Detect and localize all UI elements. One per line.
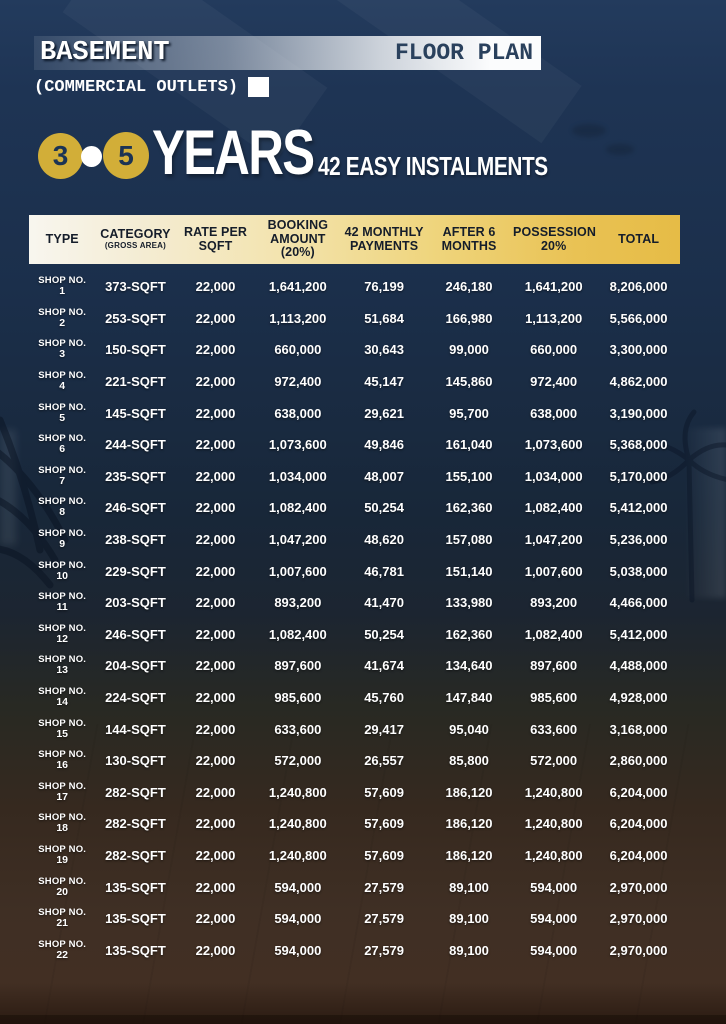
cell-possession: 972,400 [530, 374, 578, 390]
cell-after6: 155,100 [445, 468, 493, 484]
subtitle-row [34, 77, 269, 97]
cell-monthly: 30,643 [364, 342, 404, 358]
cell-booking: 1,073,600 [268, 437, 327, 453]
cell-monthly: 49,846 [364, 437, 404, 453]
cell-rate: 22,000 [195, 342, 236, 358]
cell-booking: 1,641,200 [268, 279, 327, 295]
cell-after6: 99,000 [449, 342, 489, 358]
cell-after6: 186,120 [445, 816, 493, 832]
white-square-decor [248, 77, 269, 97]
cell-booking: 638,000 [274, 405, 322, 421]
cell-booking: 1,240,800 [268, 816, 327, 832]
shop-number: 1 [59, 285, 66, 298]
cell-rate: 22,000 [195, 626, 236, 642]
title-bar [34, 36, 541, 70]
column-header-type [29, 233, 95, 247]
cell-rate: 22,000 [195, 658, 236, 674]
cell-possession: 1,240,800 [524, 784, 583, 800]
cell-rate: 22,000 [195, 942, 236, 958]
cell-booking: 1,240,800 [268, 784, 327, 800]
table-row [29, 334, 680, 366]
table-header-row [29, 215, 680, 264]
cell-shop-type [29, 908, 95, 929]
cell-after6: 246,180 [445, 279, 493, 295]
ceiling-light-blob [606, 144, 634, 155]
cell-possession: 1,047,200 [524, 532, 583, 548]
cell-category: 203-SQFT [105, 595, 166, 611]
cell-total: 3,168,000 [609, 721, 668, 737]
cell-total: 2,860,000 [609, 753, 668, 769]
table-row [29, 682, 680, 714]
cell-monthly: 57,609 [364, 847, 404, 863]
cell-rate: 22,000 [195, 532, 236, 548]
cell-monthly: 27,579 [364, 942, 404, 958]
shop-number: 2 [59, 316, 66, 329]
cell-total: 2,970,000 [609, 879, 668, 895]
cell-monthly: 29,417 [364, 721, 404, 737]
cell-total: 4,862,000 [609, 374, 668, 390]
cell-total: 8,206,000 [609, 279, 668, 295]
shop-number: 20 [56, 885, 69, 898]
cell-total: 5,412,000 [609, 626, 668, 642]
cell-rate: 22,000 [195, 563, 236, 579]
cell-total: 6,204,000 [609, 816, 668, 832]
cell-rate: 22,000 [195, 468, 236, 484]
cell-total: 4,466,000 [609, 595, 668, 611]
cell-total: 2,970,000 [609, 911, 668, 927]
cell-after6: 85,800 [449, 753, 489, 769]
table-row [29, 745, 680, 777]
subtitle-text: (COMMERCIAL OUTLETS) [34, 77, 239, 97]
cell-after6: 89,100 [449, 879, 489, 895]
shop-label: SHOP NO. [38, 370, 87, 382]
years-badge-5-number: 5 [118, 139, 134, 171]
cell-rate: 22,000 [195, 847, 236, 863]
years-badge-3-number: 3 [52, 140, 69, 171]
cell-after6: 147,840 [445, 690, 493, 706]
cell-category: 246-SQFT [105, 500, 166, 516]
cell-rate: 22,000 [195, 405, 236, 421]
shop-number: 17 [56, 790, 69, 803]
column-header-label: 42 MONTHLY PAYMENTS [344, 225, 424, 253]
cell-category: 238-SQFT [105, 532, 166, 548]
cell-booking: 1,113,200 [269, 310, 327, 326]
shop-label: SHOP NO. [38, 464, 87, 476]
instalments-label: 42 EASY INSTALMENTS [318, 151, 548, 181]
cell-monthly: 50,254 [364, 500, 404, 516]
table-row [29, 840, 680, 872]
cell-category: 204-SQFT [105, 658, 166, 674]
cell-possession: 1,113,200 [525, 310, 583, 326]
column-header-total [597, 233, 680, 247]
cell-category: 282-SQFT [105, 784, 166, 800]
cell-category: 244-SQFT [105, 437, 166, 453]
cell-after6: 186,120 [445, 847, 493, 863]
table-body [29, 271, 680, 966]
cell-possession: 1,082,400 [524, 626, 583, 642]
shop-label: SHOP NO. [38, 275, 87, 287]
shop-number: 22 [56, 948, 69, 961]
shop-number: 21 [56, 917, 69, 930]
cell-booking: 1,007,600 [268, 563, 327, 579]
cell-rate: 22,000 [195, 816, 236, 832]
cell-category: 253-SQFT [105, 310, 166, 326]
cell-booking: 1,082,400 [268, 500, 327, 516]
price-table [29, 215, 680, 966]
cell-shop-type [29, 339, 95, 360]
cell-after6: 186,120 [445, 784, 493, 800]
shop-number: 14 [56, 695, 69, 708]
cell-monthly: 41,674 [364, 658, 404, 674]
cell-rate: 22,000 [195, 784, 236, 800]
cell-total: 5,368,000 [609, 437, 668, 453]
column-header-label: BOOKING AMOUNT (20%) [267, 218, 329, 260]
cell-possession: 897,600 [530, 658, 578, 674]
cell-category: 221-SQFT [105, 374, 166, 390]
cell-shop-type [29, 466, 95, 487]
cell-after6: 151,140 [445, 563, 493, 579]
cell-rate: 22,000 [195, 911, 236, 927]
shop-label: SHOP NO. [38, 686, 87, 698]
cell-possession: 1,082,400 [524, 500, 583, 516]
cell-category: 235-SQFT [105, 468, 166, 484]
shop-label: SHOP NO. [38, 559, 87, 571]
cell-rate: 22,000 [195, 374, 236, 390]
cell-shop-type [29, 687, 95, 708]
years-badge-3 [38, 133, 83, 179]
shop-label: SHOP NO. [38, 812, 87, 824]
ceiling-light-blob [572, 124, 606, 137]
cell-total: 5,236,000 [609, 532, 668, 548]
cell-category: 135-SQFT [105, 879, 166, 895]
cell-booking: 1,082,400 [268, 626, 327, 642]
cell-shop-type [29, 940, 95, 961]
column-header-label: TOTAL [618, 231, 660, 246]
cell-shop-type [29, 750, 95, 771]
cell-possession: 594,000 [530, 879, 578, 895]
cell-possession: 1,007,600 [524, 563, 583, 579]
cell-possession: 594,000 [530, 942, 578, 958]
cell-shop-type [29, 529, 95, 550]
shop-number: 12 [56, 632, 69, 645]
cell-possession: 633,600 [530, 721, 578, 737]
shop-label: SHOP NO. [38, 401, 87, 413]
cell-monthly: 26,557 [364, 753, 404, 769]
table-row [29, 461, 680, 493]
cell-booking: 594,000 [274, 911, 322, 927]
page-title: BASEMENT [40, 38, 170, 68]
table-row [29, 619, 680, 651]
shop-label: SHOP NO. [38, 496, 87, 508]
shop-label: SHOP NO. [38, 622, 87, 634]
cell-monthly: 45,760 [364, 690, 404, 706]
cell-rate: 22,000 [195, 310, 236, 326]
cell-monthly: 27,579 [364, 879, 404, 895]
shop-number: 5 [59, 411, 66, 424]
shop-label: SHOP NO. [38, 780, 87, 792]
table-row [29, 271, 680, 303]
cell-rate: 22,000 [195, 595, 236, 611]
cell-category: 144-SQFT [105, 721, 166, 737]
cell-category: 145-SQFT [105, 405, 166, 421]
shop-label: SHOP NO. [38, 843, 87, 855]
shop-number: 18 [56, 822, 69, 835]
cell-after6: 95,700 [449, 405, 489, 421]
cell-shop-type [29, 845, 95, 866]
column-header-category [95, 228, 175, 250]
shop-number: 15 [56, 727, 69, 740]
cell-shop-type [29, 434, 95, 455]
cell-possession: 893,200 [530, 595, 578, 611]
cell-monthly: 57,609 [364, 816, 404, 832]
column-header-label: CATEGORY [100, 227, 171, 242]
shop-number: 13 [56, 664, 69, 677]
cell-monthly: 48,007 [364, 468, 404, 484]
shop-number: 19 [56, 853, 69, 866]
cell-total: 4,928,000 [609, 690, 668, 706]
cell-total: 3,190,000 [609, 405, 668, 421]
shop-label: SHOP NO. [38, 717, 87, 729]
background-streak [328, 0, 581, 143]
cell-rate: 22,000 [195, 690, 236, 706]
column-header-label: RATE PER SQFT [183, 225, 248, 253]
shop-label: SHOP NO. [38, 528, 87, 540]
cell-category: 130-SQFT [105, 753, 166, 769]
shop-number: 9 [59, 538, 66, 551]
cell-category: 373-SQFT [105, 279, 166, 295]
column-header-possession [510, 226, 597, 253]
cell-shop-type [29, 624, 95, 645]
years-badge-5 [103, 132, 149, 179]
cell-booking: 985,600 [274, 690, 322, 706]
cell-rate: 22,000 [195, 753, 236, 769]
cell-booking: 972,400 [274, 374, 322, 390]
cell-category: 282-SQFT [105, 847, 166, 863]
cell-possession: 572,000 [530, 753, 578, 769]
column-header-booking [256, 219, 341, 260]
cell-total: 5,566,000 [609, 310, 668, 326]
cell-after6: 133,980 [445, 595, 493, 611]
cell-possession: 1,240,800 [524, 847, 583, 863]
cell-shop-type [29, 782, 95, 803]
cell-shop-type [29, 308, 95, 329]
cell-shop-type [29, 719, 95, 740]
cell-rate: 22,000 [195, 279, 236, 295]
cell-monthly: 57,609 [364, 784, 404, 800]
shop-label: SHOP NO. [38, 654, 87, 666]
table-row [29, 713, 680, 745]
cell-booking: 1,240,800 [268, 847, 327, 863]
table-row [29, 429, 680, 461]
cell-after6: 145,860 [445, 374, 493, 390]
cell-shop-type [29, 813, 95, 834]
shop-label: SHOP NO. [38, 875, 87, 887]
cell-possession: 660,000 [530, 342, 578, 358]
cell-after6: 162,360 [445, 500, 493, 516]
shop-number: 10 [56, 569, 69, 582]
cell-booking: 1,047,200 [268, 532, 327, 548]
table-row [29, 934, 680, 966]
column-header-sublabel: (GROSS AREA) [104, 240, 167, 250]
table-row [29, 492, 680, 524]
cell-shop-type [29, 276, 95, 297]
cell-possession: 638,000 [530, 405, 578, 421]
cell-total: 5,412,000 [609, 500, 668, 516]
table-row [29, 587, 680, 619]
column-header-monthly [340, 226, 428, 253]
cell-total: 5,038,000 [609, 563, 668, 579]
table-row [29, 303, 680, 335]
cell-monthly: 48,620 [364, 532, 404, 548]
years-label: YEARS [152, 118, 314, 188]
column-header-label: POSSESSION 20% [513, 225, 597, 253]
cell-monthly: 27,579 [364, 911, 404, 927]
cell-after6: 89,100 [449, 942, 489, 958]
cell-shop-type [29, 371, 95, 392]
cell-rate: 22,000 [195, 721, 236, 737]
cell-booking: 633,600 [274, 721, 322, 737]
cell-total: 5,170,000 [609, 468, 668, 484]
cell-category: 150-SQFT [105, 342, 166, 358]
cell-shop-type [29, 877, 95, 898]
cell-booking: 594,000 [274, 879, 322, 895]
cell-shop-type [29, 561, 95, 582]
cell-booking: 572,000 [274, 753, 322, 769]
cell-possession: 1,240,800 [524, 816, 583, 832]
cell-total: 4,488,000 [609, 658, 668, 674]
cell-category: 224-SQFT [105, 690, 166, 706]
shop-label: SHOP NO. [38, 907, 87, 919]
cell-booking: 594,000 [274, 942, 322, 958]
shop-number: 16 [56, 759, 69, 772]
shop-number: 6 [59, 443, 66, 456]
cell-shop-type [29, 497, 95, 518]
cell-category: 246-SQFT [105, 626, 166, 642]
cell-after6: 166,980 [445, 310, 493, 326]
shop-label: SHOP NO. [38, 938, 87, 950]
shop-number: 7 [59, 474, 66, 487]
column-header-label: TYPE [45, 231, 79, 246]
table-row [29, 524, 680, 556]
cell-booking: 893,200 [274, 595, 322, 611]
dot-separator [81, 146, 102, 167]
cell-after6: 157,080 [445, 532, 493, 548]
column-header-rate [175, 226, 255, 253]
cell-monthly: 76,199 [364, 279, 404, 295]
cell-booking: 660,000 [274, 342, 322, 358]
column-header-after6 [428, 226, 510, 253]
table-row [29, 650, 680, 682]
shop-label: SHOP NO. [38, 433, 87, 445]
cell-rate: 22,000 [195, 500, 236, 516]
cell-monthly: 45,147 [364, 374, 404, 390]
shop-number: 8 [59, 506, 66, 519]
cell-category: 282-SQFT [105, 816, 166, 832]
cell-shop-type [29, 655, 95, 676]
cell-category: 229-SQFT [105, 563, 166, 579]
cell-monthly: 46,781 [364, 563, 404, 579]
shop-label: SHOP NO. [38, 338, 87, 350]
cell-possession: 1,641,200 [524, 279, 583, 295]
cell-possession: 594,000 [530, 911, 578, 927]
table-row [29, 903, 680, 935]
cell-monthly: 29,621 [364, 405, 404, 421]
cell-booking: 1,034,000 [268, 468, 327, 484]
cell-monthly: 50,254 [364, 626, 404, 642]
shop-label: SHOP NO. [38, 306, 87, 318]
shop-number: 4 [59, 380, 66, 393]
shop-label: SHOP NO. [38, 749, 87, 761]
cell-booking: 897,600 [274, 658, 322, 674]
cell-category: 135-SQFT [105, 911, 166, 927]
cell-after6: 134,640 [445, 658, 493, 674]
table-row [29, 871, 680, 903]
table-row [29, 777, 680, 809]
cell-total: 6,204,000 [609, 847, 668, 863]
cell-possession: 985,600 [530, 690, 578, 706]
shop-number: 11 [56, 601, 68, 614]
cell-category: 135-SQFT [105, 942, 166, 958]
table-row [29, 808, 680, 840]
cell-monthly: 41,470 [364, 595, 404, 611]
table-row [29, 555, 680, 587]
cell-total: 6,204,000 [609, 784, 668, 800]
cell-rate: 22,000 [195, 437, 236, 453]
cell-possession: 1,073,600 [524, 437, 583, 453]
cell-shop-type [29, 403, 95, 424]
cell-possession: 1,034,000 [524, 468, 583, 484]
bottom-edge-strip [0, 1015, 726, 1024]
table-row [29, 366, 680, 398]
cell-rate: 22,000 [195, 879, 236, 895]
cell-total: 3,300,000 [609, 342, 668, 358]
column-header-label: AFTER 6 MONTHS [441, 225, 497, 253]
cell-shop-type [29, 592, 95, 613]
shop-label: SHOP NO. [38, 591, 87, 603]
shop-number: 3 [59, 348, 66, 361]
cell-monthly: 51,684 [364, 310, 404, 326]
cell-after6: 161,040 [445, 437, 493, 453]
cell-after6: 89,100 [449, 911, 489, 927]
cell-total: 2,970,000 [609, 942, 668, 958]
cell-after6: 95,040 [449, 721, 489, 737]
table-row [29, 397, 680, 429]
floor-plan-badge: FLOOR PLAN [394, 40, 533, 66]
cell-after6: 162,360 [445, 626, 493, 642]
